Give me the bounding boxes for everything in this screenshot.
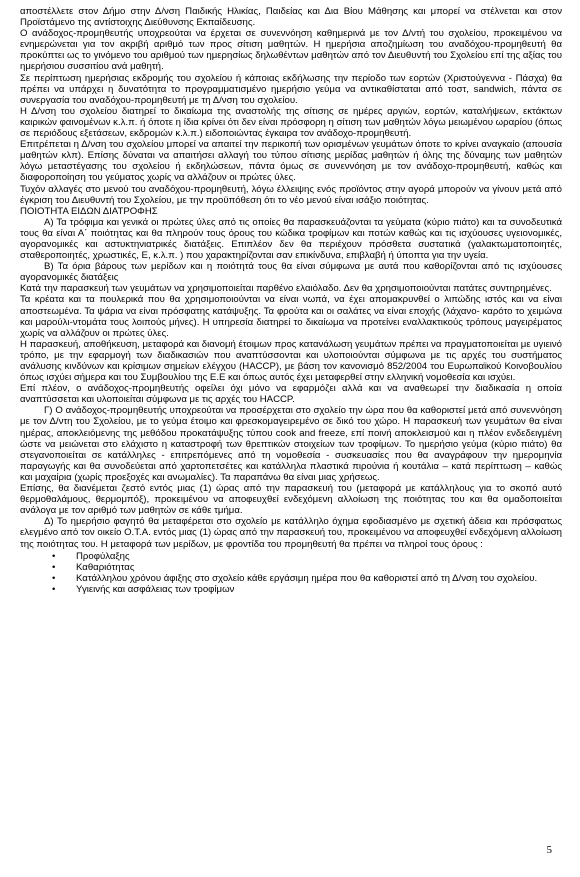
bullet-list xyxy=(20,551,562,595)
paragraph: Επίσης, θα διανέμεται ζεστό εντός μιας (1) ώρας από την παρασκευή του (μεταφορά με κατάλληλους για το σκοπό αυτό θερμοθαλάμους, θερμομπόξ), προκειμένου να αποφευχθεί ενδεχόμενη αλλοίωση της ποιότητας του και θα ομαδοποιείται ανάλογα με τον αριθμό των μαθητών σε κάθε τμήμα. xyxy=(20,483,562,517)
bullet-item: • Προφύλαξης xyxy=(52,551,562,562)
paragraph: Κατά την παρασκευή των γευμάτων να χρησιμοποιείται παρθένο ελαιόλαδο. Δεν θα χρησιμοποιούνται πατάτες συντηρημένες. xyxy=(20,283,552,295)
paragraph: Τυχόν αλλαγές στο μενού του αναδόχου-προμηθευτή, λόγω έλλειψης ενός προϊόντος στην αγορά μπορούν να γίνουν μετά από έγκριση του Διευθυντή του Σχολείου, με την προϋπόθεση ότι το νέο μενού είναι ισάξιο ποιότητας. xyxy=(20,183,562,206)
page-number: 5 xyxy=(546,844,552,856)
paragraph-c: Γ) Ο ανάδοχος-προμηθευτής υποχρεούται να προσέρχεται στο σχολείο την ώρα που θα καθοριστεί μετά από συνεννόηση με τον Δ/ντη του Σχολείου, με το γεύμα έτοιμο και φρεσκομαγειρεμένο σε δικό του χώρο. Η παρασκευή των γευμάτων θα είναι ημέρας, αποκλειόμενης της μεθόδου προκατάψυξης τύπου cook and freeze, επί ποινή αποκλεισμού και η πλέον ενδεδειγμένη ώστε να μειώνεται στο ελάχιστο η καταστροφή των θρεπτικών στοιχείων των τροφίμων. Το ημερήσιο γεύμα (κύριο πιάτο) θα στεγανοποιείται σε κατάλληλες - επιτρεπόμενες από τη νομοθεσία - συσκευασίες που θα αναγράφουν την ημερομηνία παραγωγής και θα συνοδεύεται από χαρτοπετσέτες και κατάλληλα πλαστικά πιρούνια ή κουτάλια – κατά περίπτωση – καθώς και μαχαίρια (χωρίς προεξοχές και ανωμαλίες). Τα παραπάνω θα είναι μιας χρήσεως. xyxy=(20,405,562,483)
bullet-item: • Καθαριότητας xyxy=(52,562,562,573)
paragraph-a: Α) Τα τρόφιμα και γενικά οι πρώτες ύλες από τις οποίες θα παρασκευάζονται τα γεύματα (κύριο πιάτο) και τα συνοδευτικά τους θα είναι Α΄ ποιότητας και θα πληρούν τους όρους του κώδικα τροφίμων και ποτών καθώς και τις ισχύουσες υγειονομικές, αγορανομικές και αστυκτηνιατρικές διατάξεις. Επιπλέον δεν θα περιέχουν πρόσθετα συστατικά (γαλακτωματοποιητές, σταθεροποιητές, χρωστικές, Ε, κ.λ.π. ) που χαρακτηρίζονται σαν επικίνδυνα, επιβλαβή ή ύποπτα για την υγεία. xyxy=(20,216,562,262)
section-heading: ΠΟΙΟΤΗΤΑ ΕΙΔΩΝ ΔΙΑΤΡΟΦΗΣ xyxy=(20,205,158,217)
paragraph: Ο ανάδοχος-προμηθευτής υποχρεούται να έρχεται σε συνεννόηση καθημερινά με τον Δ/ντή του σχολείου, προκειμένου να ενημερώνεται για τον ακριβή αριθμό των προς σίτιση μαθητών. Η ημερήσια αποζημίωση του αναδόχου-προμηθευτή θα προκύπτει ως το γινόμενο του αριθμού των ημερησίως δηλωθέντων μαθητών από τον Διευθυντή του Σχολείου επί της αξίας του ημερήσιου συσσιτίου ανά μαθητή. xyxy=(20,28,562,73)
bullet-item: • Υγιεινής και ασφάλειας των τροφίμων xyxy=(52,584,562,595)
bullet-item: • Κατάλληλου χρόνου άφιξης στο σχολείο κάθε εργάσιμη ημέρα που θα καθοριστεί από τη Δ/νση του σχολείου. xyxy=(52,573,562,584)
paragraph: αποστέλλετε στον Δήμο στην Δ/νση Παιδικής Ηλικίας, Παιδείας και Δια Βίου Μάθησης και μπορεί να στέλνεται και στον Προϊστάμενο της αντίστοιχης Διεύθυνσης Εκπαίδευσης. xyxy=(20,6,562,29)
paragraph: Σε περίπτωση ημερήσιας εκδρομής του σχολείου ή κάποιας εκδήλωσης την περίοδο των εορτών (Χριστούγεννα - Πάσχα) θα πρέπει να υπάρχει η δυνατότητα το προγραμματισμένο ημερήσιο γεύμα να αντικαθίσταται από τοστ, sandwich, πάντα σε συνεργασία του αναδόχου-προμηθευτή με τη Δ/νση του σχολείου. xyxy=(20,72,562,106)
paragraph: Επιτρέπεται η Δ/νση του σχολείου μπορεί να απαιτεί την περικοπή των ορισμένων γευμάτων όποτε το κρίνει αναγκαίο (απουσία μαθητών κλπ). Επίσης δύναται να απαιτήσει αλλαγή του τύπου σίτισης μερίδας μαθητών ή όλης της δύναμης των μαθητών λόγω μεταστέγασης του σχολείου ή εκδηλώσεων, πάντα όμως σε συνεννόηση με τον ανάδοχο-προμηθευτή, καθώς και διαφοροποίηση του γεύματος χωρίς να αλλάζουν οι πρώτες ύλες. xyxy=(20,139,562,184)
paragraph: Η παρασκευή, αποθήκευση, μεταφορά και διανομή έτοιμων προς κατανάλωση γευμάτων πρέπει να πραγματοποιείται με υγιεινό τρόπο, με την εφαρμογή των διαδικασιών που αναπτύσσονται και υλοποιούνται σύμφωνα με τις αρχές του συστήματος ανάλυσης κινδύνων και κρίσιμων σημείων ελέγχου (HACCP), με βάση τον κανονισμό 852/2004 του Ευρωπαϊκού Κοινοβουλίου όπως ισχύει σήμερα και του Συμβουλίου της Ε.Ε και όπως αυτός έχει μεταφερθεί στην ελληνική νομοθεσία και ισχύει. xyxy=(20,338,562,384)
paragraph-b: Β) Τα όρια βάρους των μερίδων και η ποιότητά τους θα είναι σύμφωνα με αυτά που καθορίζονται από τις ισχύουσες αγορανομικές διατάξεις xyxy=(20,261,562,284)
paragraph-d: Δ) Το ημερήσιο φαγητό θα μεταφέρεται στο σχολείο με κατάλληλο όχημα εφοδιασμένο με σχετική άδεια και πρόσφατως ελεγμένο από τον οικείο Ο.Τ.Α. εντός μιας (1) ώρας από την παρασκευή του, προκειμένου να αποφευχθεί ενδεχόμενη αλλοίωση της ποιότητας του. Η μεταφορά των μερίδων, με φροντίδα του προμηθευτή θα πρέπει να πληροί τους όρους : xyxy=(20,516,562,550)
paragraph: Τα κρέατα και τα πουλερικά που θα χρησιμοποιούνται να είναι νωπά, να έχει απομακρυνθεί ο λιπώδης ιστός και να είναι αποστεωμένα. Τα ψάρια να είναι πρόσφατης κατάψυξης. Τα φρούτα και οι σαλάτες να είναι εποχής (λάχανο- καρότο το χειμώνα και μαρούλι-ντομάτα τους λοιπούς μήνες). Η υπηρεσία διατηρεί το δικαίωμα να προτείνει εναλλακτικούς τρόπους μαγειρέματος χωρίς να αλλάζουν οι πρώτες ύλες. xyxy=(20,294,562,339)
paragraph: Επί πλέον, ο ανάδοχος-προμηθευτής οφείλει όχι μόνο να εφαρμόζει αλλά και να αναθεωρεί την διαδικασία η οποία αναπτύσσεται και υλοποιείται σύμφωνα με τις αρχές του HACCP. xyxy=(20,383,562,406)
paragraph: Η Δ/νση του σχολείου διατηρεί το δικαίωμα της αναστολής της σίτισης σε ημέρες αργιών, εορτών, καταλήψεων, εκτάκτων καιρικών φαινομένων κ.λ.π. ή όποτε η ίδια κρίνει ότι δεν είναι πρόσφορη η σίτιση των μαθητών λόγω μειωμένου ωραρίου (όπως σε περιόδους εξετάσεων, εκδρομών κ.λ.π.) ειδοποιώντας έγκαιρα τον ανάδοχο-προμηθευτή. xyxy=(20,105,562,140)
